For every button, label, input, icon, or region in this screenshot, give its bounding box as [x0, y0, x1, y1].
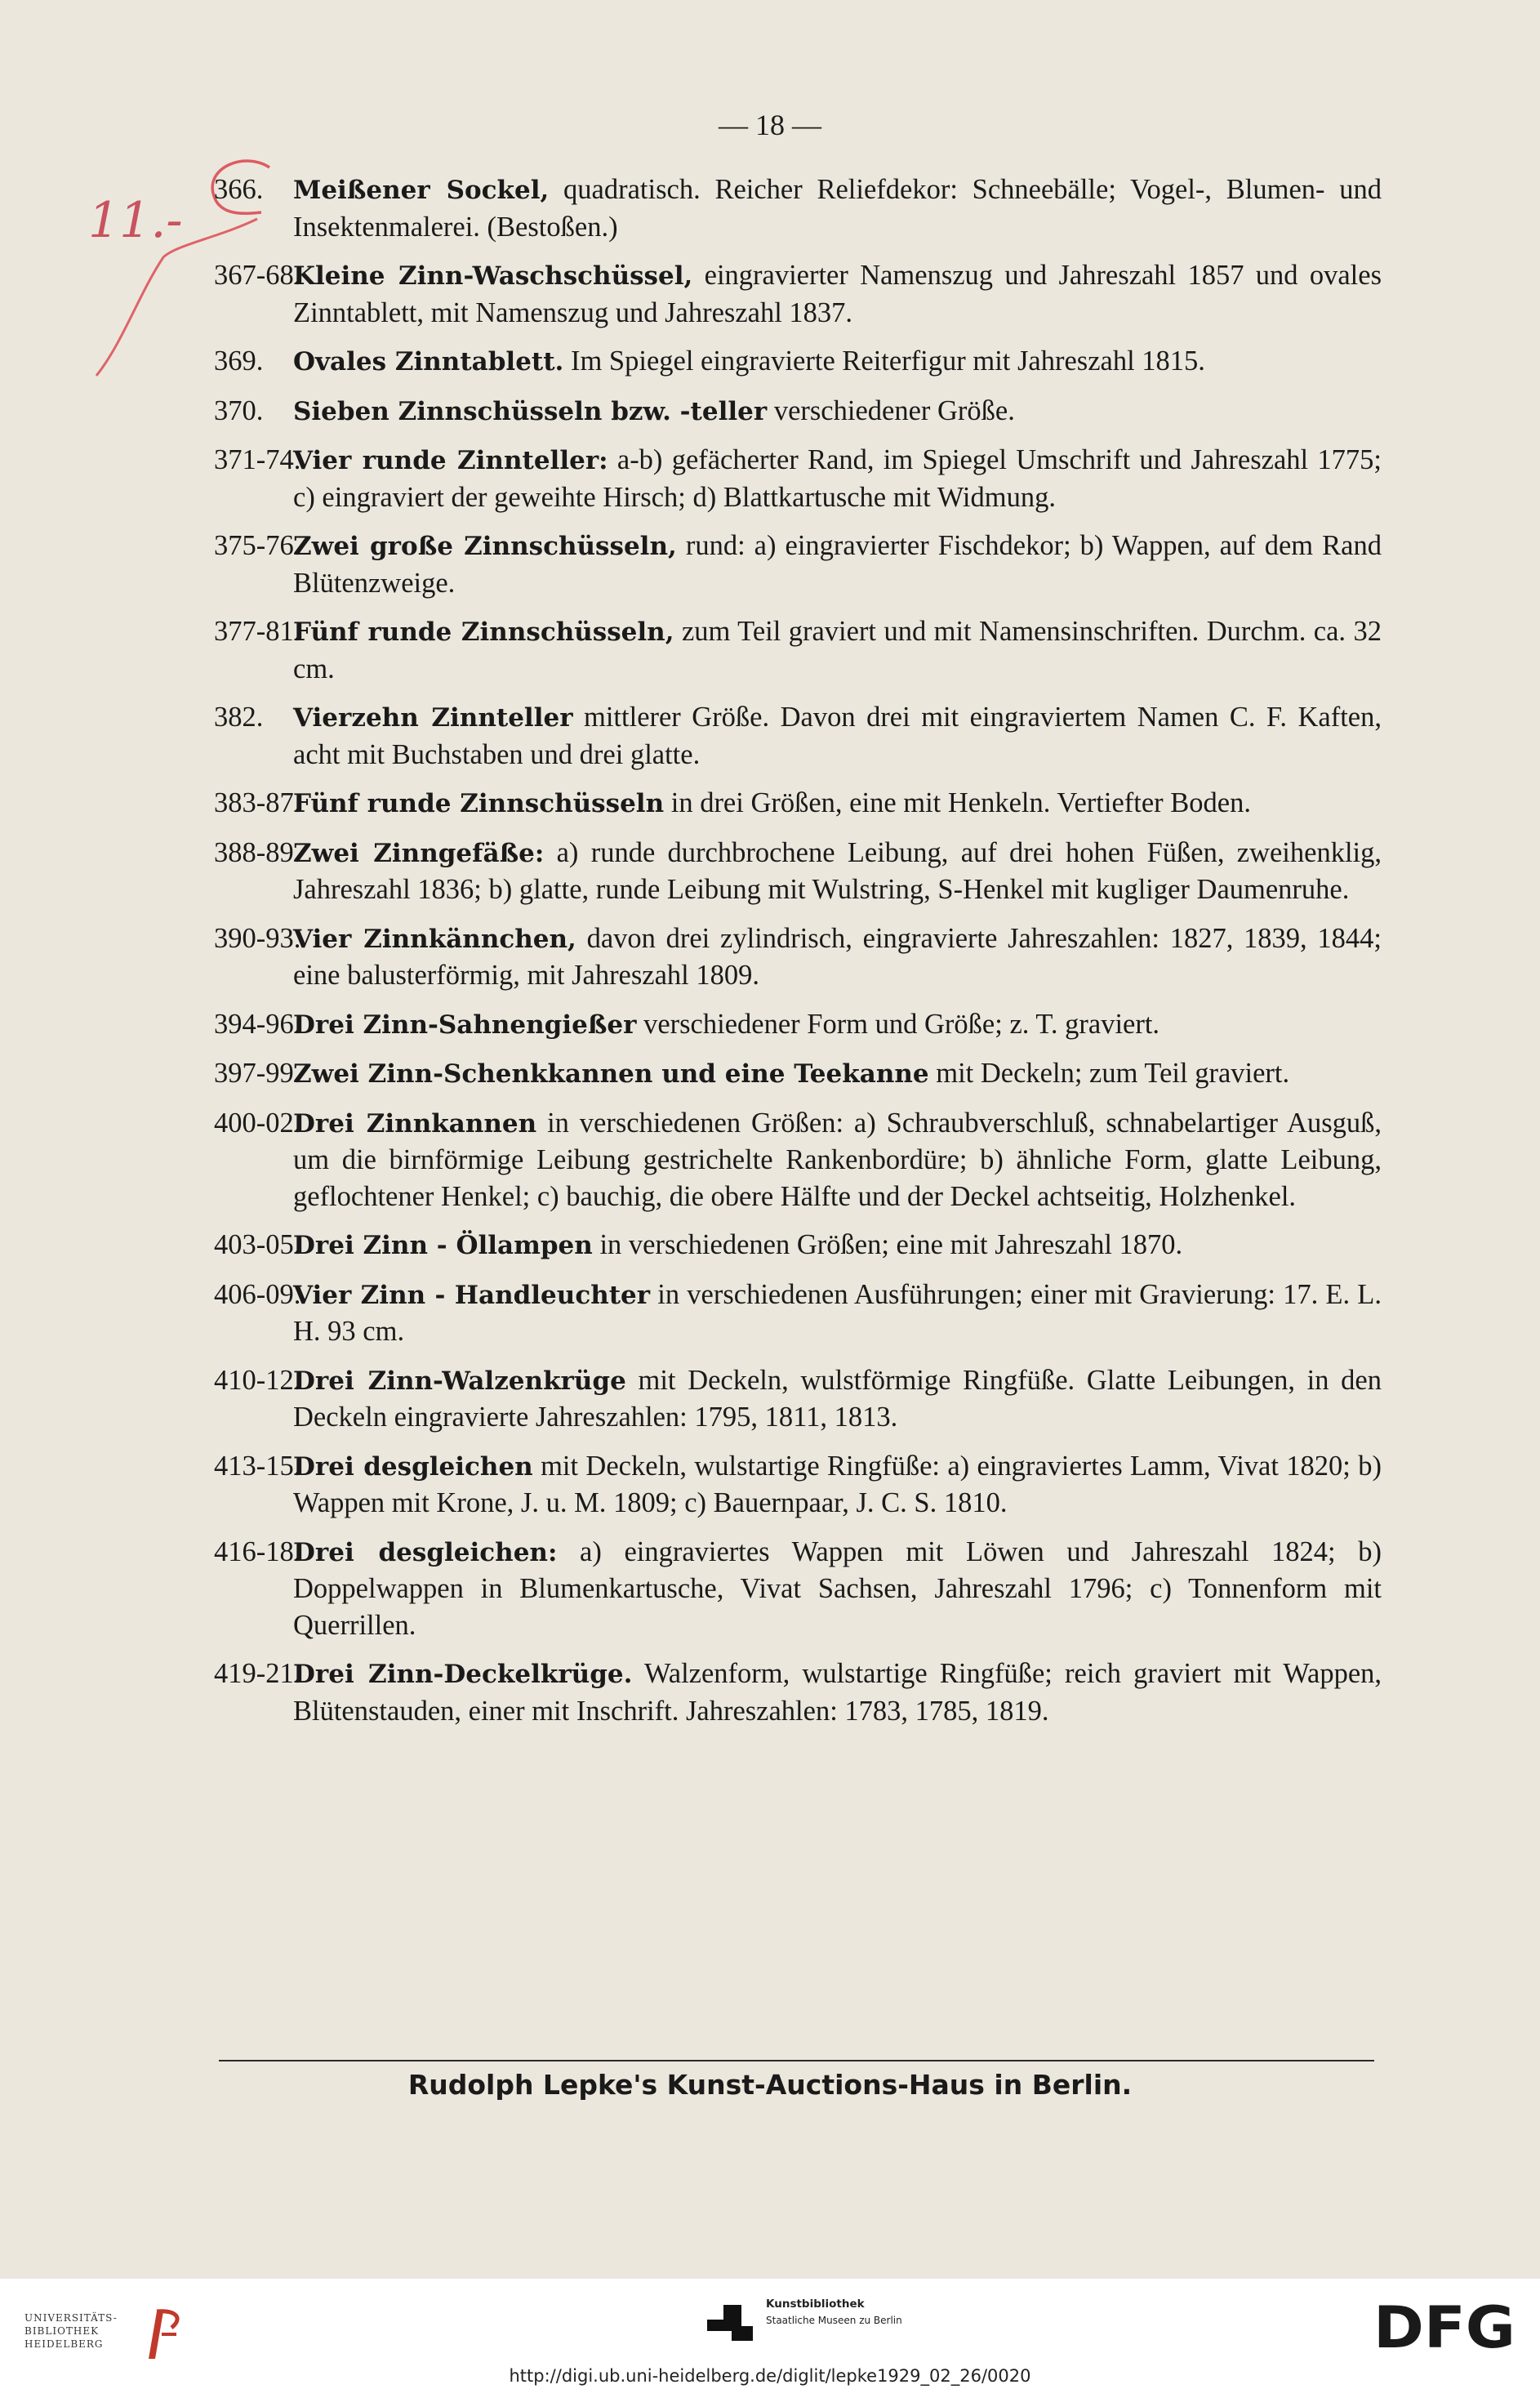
- kb-name: Kunstbibliothek: [766, 2298, 865, 2311]
- kb-subtitle: Staatliche Museen zu Berlin: [766, 2315, 902, 2326]
- lot-number: 375-76.: [214, 530, 301, 561]
- catalog-entry: [214, 835, 1382, 908]
- heidelberg-mark-icon: [139, 2302, 188, 2367]
- entry-title: Meißener Sockel,: [293, 176, 550, 205]
- catalog-entry: [214, 613, 1382, 687]
- catalog-entry: [214, 785, 1382, 822]
- lot-number: 388-89.: [214, 836, 301, 868]
- lot-number: 366.: [214, 174, 264, 205]
- entry-title: Drei desgleichen: [293, 1451, 533, 1482]
- catalog-entry: [214, 1656, 1382, 1729]
- lot-number: 419-21.: [214, 1658, 301, 1689]
- catalog-entry: [214, 1448, 1382, 1522]
- lot-number: 371-74.: [214, 444, 301, 475]
- catalog-entry: [214, 343, 1382, 381]
- catalog-entry: [214, 1055, 1382, 1093]
- lot-number: 400-02.: [214, 1107, 301, 1139]
- entry-title: Drei desgleichen:: [293, 1537, 558, 1567]
- catalog-entries: [214, 172, 1382, 1741]
- entry-text: mittlerer Größe. Davon drei mit eingraviertem Namen C. F. Kaften, acht mit Buchstaben und drei glatte.: [293, 702, 1382, 770]
- entry-text: in verschiedenen Ausführungen; einer mit Gravierung: 17. E. L. H. 93 cm.: [293, 1278, 1382, 1347]
- university-logo-line: BIBLIOTHEK: [24, 2325, 100, 2337]
- dfg-logo[interactable]: [1372, 2297, 1519, 2356]
- entry-title: Zwei große Zinnschüsseln,: [293, 532, 677, 561]
- university-logo-line: HEIDELBERG: [24, 2338, 104, 2350]
- catalog-entry: [214, 442, 1382, 515]
- entry-title: Drei Zinnkannen: [293, 1108, 537, 1139]
- lot-number: 413-15.: [214, 1450, 301, 1482]
- entry-title: Drei Zinn-Walzenkrüge: [293, 1366, 626, 1396]
- entry-text: in drei Größen, eine mit Henkeln. Vertiefter Boden.: [664, 787, 1251, 818]
- footer-rule: [219, 2060, 1374, 2061]
- catalog-entry: [214, 172, 1382, 245]
- catalog-entry: [214, 1534, 1382, 1644]
- lot-number: 394-96.: [214, 1008, 301, 1040]
- entry-title: Fünf runde Zinnschüsseln: [293, 789, 665, 818]
- lot-number: 367-68.: [214, 260, 301, 291]
- lot-number: 397-99.: [214, 1058, 301, 1089]
- entry-text: verschiedener Größe.: [767, 394, 1015, 426]
- entry-title: Drei Zinn - Öllampen: [293, 1231, 593, 1260]
- lot-number: 369.: [214, 345, 264, 377]
- margin-note: 11.-: [88, 192, 183, 249]
- lot-number: 377-81.: [214, 616, 301, 647]
- entry-text: Walzenform, wulstartige Ringfüße; reich graviert mit Wappen, Blütenstauden, einer mit Inschrift. Jahreszahlen: 1783, 1785, 1819.: [293, 1658, 1382, 1727]
- lot-number: 390-93.: [214, 922, 301, 954]
- page-number: — 18 —: [719, 109, 821, 141]
- entry-text: quadratisch. Reicher Reliefdekor: Schneebälle; Vogel-, Blumen- und Insektenmalerei. (Bestoßen.): [293, 174, 1382, 243]
- lot-number: 416-18.: [214, 1535, 301, 1567]
- entry-title: Vier Zinn - Handleuchter: [293, 1280, 651, 1310]
- lot-number: 403-05.: [214, 1229, 301, 1260]
- entry-text: mit Deckeln, wulstförmige Ringfüße. Glatte Leibungen, in den Deckeln eingravierte Jahreszahlen: 1795, 1811, 1813.: [293, 1364, 1382, 1433]
- lot-number: 406-09.: [214, 1278, 301, 1310]
- catalog-entry: [214, 920, 1382, 994]
- dfg-logo-text: DFG: [1373, 2297, 1516, 2356]
- catalog-entry: [214, 393, 1382, 430]
- entry-title: Zwei Zinn-Schenkkannen und eine Teekanne: [293, 1059, 929, 1089]
- lot-number: 370.: [214, 394, 264, 426]
- entry-text: a) eingraviertes Wappen mit Löwen und Jahreszahl 1824; b) Doppelwappen in Blumenkartusche, Vivat Sachsen, Jahreszahl 1796; c) Tonnenform mit Querrillen.: [293, 1535, 1382, 1641]
- catalog-entry: [214, 1105, 1382, 1215]
- catalog-entry: [214, 1362, 1382, 1436]
- entry-title: Zwei Zinngefäße:: [293, 838, 545, 868]
- entry-text: zum Teil graviert und mit Namensinschriften. Durchm. ca. 32 cm.: [293, 616, 1382, 684]
- entry-title: Ovales Zinntablett.: [293, 347, 564, 377]
- lot-number: 382.: [214, 702, 264, 733]
- entry-text: verschiedener Form und Größe; z. T. graviert.: [636, 1008, 1160, 1040]
- entry-title: Kleine Zinn-Waschschüssel,: [293, 261, 693, 291]
- entry-text: mit Deckeln; zum Teil graviert.: [928, 1058, 1290, 1089]
- entry-text: Im Spiegel eingravierte Reiterfigur mit Jahreszahl 1815.: [563, 345, 1205, 377]
- university-library-logo[interactable]: [24, 2311, 139, 2351]
- kunstbibliothek-logo-icon[interactable]: [704, 2293, 761, 2351]
- entry-title: Sieben Zinnschüsseln bzw. -teller: [293, 396, 768, 426]
- entry-text: davon drei zylindrisch, eingravierte Jahreszahlen: 1827, 1839, 1844; eine balusterförmig, mit Jahreszahl 1809.: [293, 922, 1382, 991]
- entry-title: Vier runde Zinnteller:: [293, 446, 608, 475]
- entry-title: Vierzehn Zinnteller: [293, 703, 573, 733]
- catalog-entry: [214, 699, 1382, 773]
- catalog-entry: [214, 528, 1382, 601]
- entry-title: Drei Zinn-Deckelkrüge.: [293, 1660, 633, 1689]
- entry-text: rund: a) eingravierter Fischdekor; b) Wappen, auf dem Rand Blütenzweige.: [293, 530, 1382, 599]
- entry-text: a) runde durchbrochene Leibung, auf drei hohen Füßen, zweihenklig, Jahreszahl 1836; b) glatte, runde Leibung mit Wulstring, S-Henkel mit kugliger Daumenruhe.: [293, 836, 1382, 905]
- lot-number: 383-87.: [214, 787, 301, 818]
- entry-title: Fünf runde Zinnschüsseln,: [293, 617, 674, 647]
- entry-text: in verschiedenen Größen: a) Schraubverschluß, schnabelartiger Ausguß, um die birnförmige Leibung gestrichelte Rankenbordüre; b) ähnliche Form, glatte Leibung, geflochtener Henkel; c) bauchig, die obere Hälfte und der Deckel achtseitig, Holzhenkel.: [293, 1107, 1382, 1212]
- entry-text: eingravierter Namenszug und Jahreszahl 1857 und ovales Zinntablett, mit Namenszug und Jahreszahl 1837.: [293, 260, 1382, 328]
- catalog-entry: [214, 1227, 1382, 1264]
- publisher-footer: Rudolph Lepke's Kunst-Auctions-Haus in Berlin.: [407, 2069, 1133, 2101]
- entry-text: a-b) gefächerter Rand, im Spiegel Umschrift und Jahreszahl 1775; c) eingraviert der geweihte Hirsch; d) Blattkartusche mit Widmung.: [293, 444, 1382, 513]
- kunstbibliothek-label: [766, 2295, 902, 2328]
- entry-title: Drei Zinn-Sahnengießer: [293, 1010, 637, 1040]
- source-url-link[interactable]: http://digi.ub.uni-heidelberg.de/diglit/lepke1929_02_26/0020: [509, 2366, 1031, 2386]
- lot-number: 410-12.: [214, 1364, 301, 1396]
- entry-text: in verschiedenen Größen; eine mit Jahreszahl 1870.: [592, 1229, 1183, 1260]
- catalog-entry: [214, 1277, 1382, 1350]
- catalog-entry: [214, 1006, 1382, 1044]
- entry-text: mit Deckeln, wulstartige Ringfüße: a) eingraviertes Lamm, Vivat 1820; b) Wappen mit Krone, J. u. M. 1809; c) Bauernpaar, J. C. S. 1810.: [293, 1450, 1382, 1518]
- university-logo-line: UNIVERSITÄTS-: [24, 2312, 118, 2324]
- entry-title: Vier Zinnkännchen,: [293, 924, 576, 954]
- catalog-entry: [214, 257, 1382, 331]
